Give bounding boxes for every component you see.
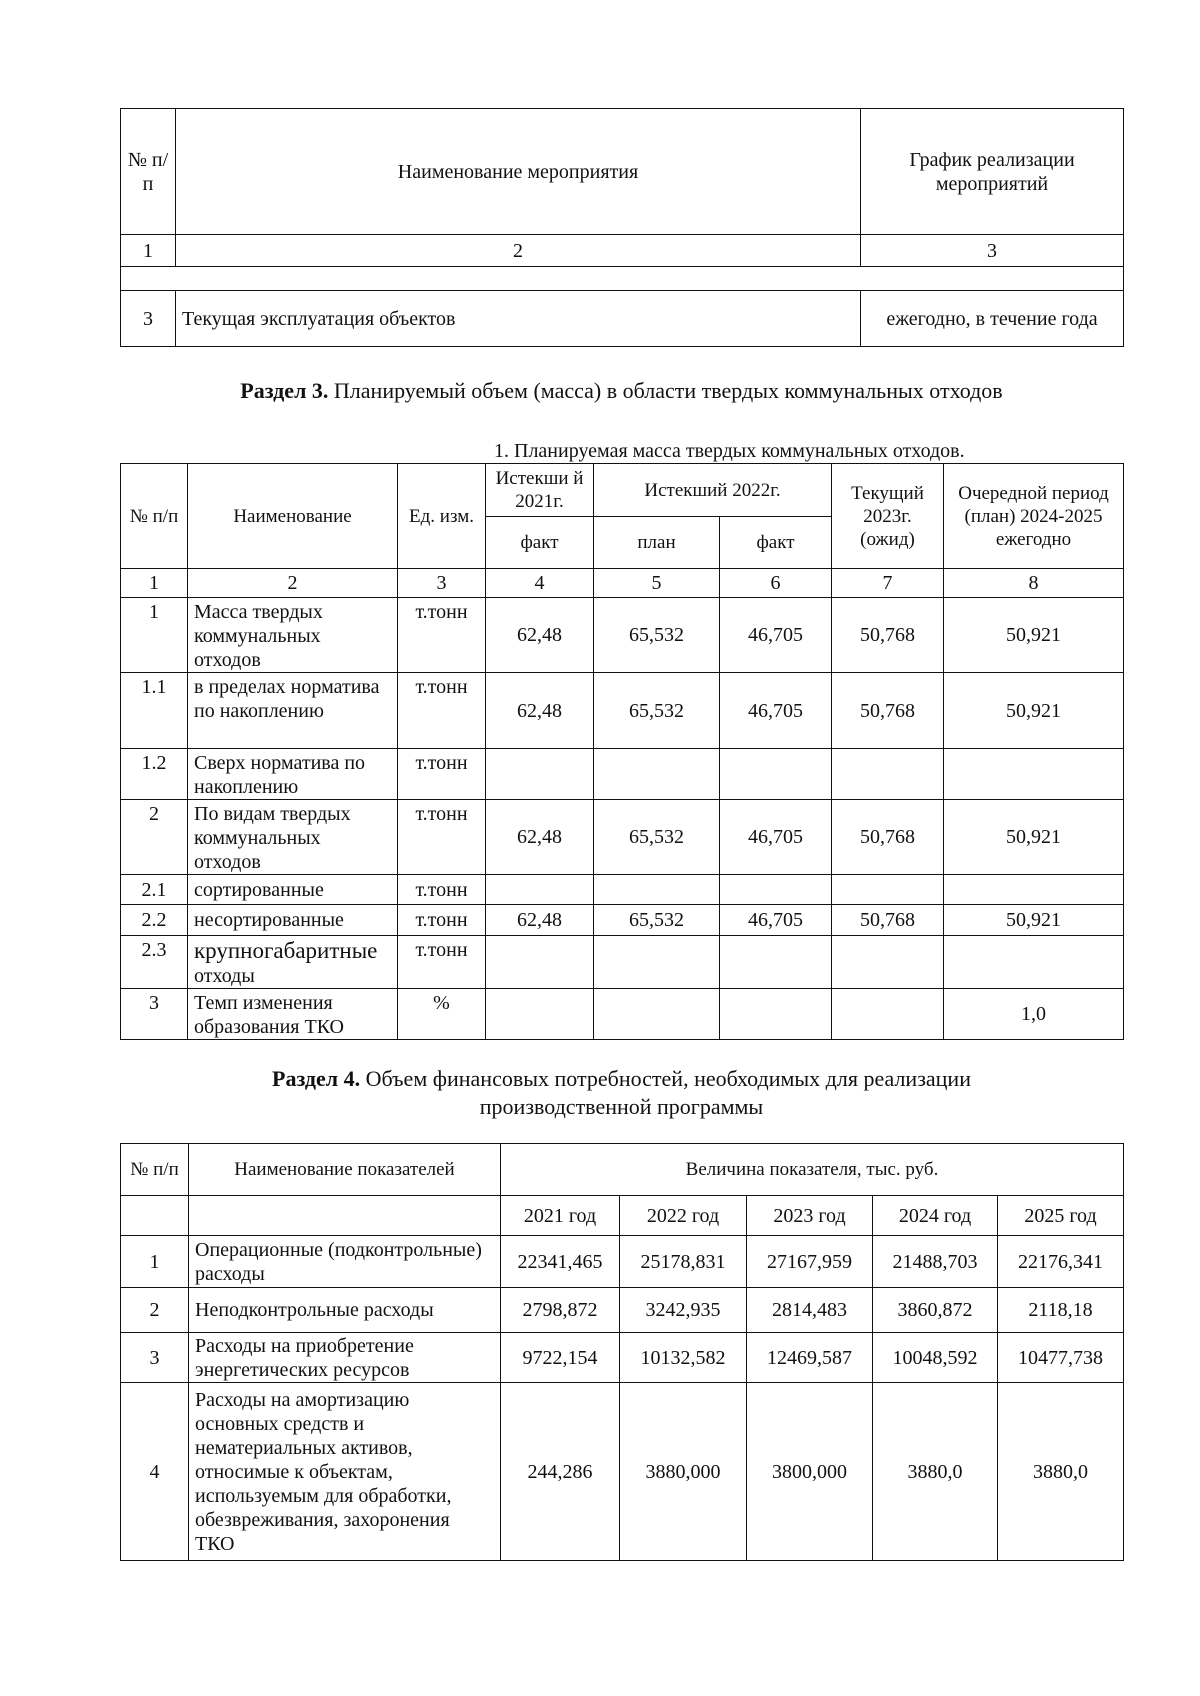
table-row [121, 1236, 1124, 1288]
header-indicator-value: Величина показателя, тыс. руб. [501, 1144, 1124, 1196]
header-2023: Текущий 2023г. (ожид) [832, 464, 944, 569]
cell-plan-2022 [594, 749, 720, 800]
row-name: несортированные [188, 905, 398, 936]
cell-fact-2022: 46,705 [720, 673, 832, 749]
table-row [121, 291, 1124, 347]
row-name: в пределах норматива по накоплению [188, 673, 398, 749]
cell-value: 22341,465 [501, 1236, 620, 1288]
table-row [121, 989, 1124, 1040]
cell-value: 3880,0 [998, 1383, 1124, 1561]
row-name: По видам твердых коммунальных отходов [188, 800, 398, 875]
header-2022: Истекший 2022г. [594, 464, 832, 517]
cell-plan-2022: 65,532 [594, 905, 720, 936]
cell-value: 244,286 [501, 1383, 620, 1561]
header-plan-2022: план [594, 517, 720, 569]
table-row [121, 1383, 1124, 1561]
table-row [121, 1333, 1124, 1383]
row-unit: т.тонн [398, 598, 486, 673]
cell-next: 1,0 [944, 989, 1124, 1040]
cell-fact-2022 [720, 875, 832, 905]
cell-fact-2022: 46,705 [720, 905, 832, 936]
section-3-title: Планируемый объем (масса) в области твердых коммунальных отходов [333, 378, 1003, 403]
index-cell: 5 [594, 569, 720, 598]
header-year: 2023 год [747, 1196, 873, 1236]
row-num: 1.2 [121, 749, 188, 800]
cell-2021 [486, 936, 594, 989]
header-fact-2021: факт [486, 517, 594, 569]
row-num: 2 [121, 1288, 189, 1333]
cell-2021: 62,48 [486, 598, 594, 673]
row-unit: т.тонн [398, 673, 486, 749]
row-name: Масса твердых коммунальных отходов [188, 598, 398, 673]
row-num: 2 [121, 800, 188, 875]
table-row [121, 875, 1124, 905]
cell-2023: 50,768 [832, 673, 944, 749]
index-cell: 3 [398, 569, 486, 598]
cell-fact-2022: 46,705 [720, 800, 832, 875]
section-3-label: Раздел 3. [240, 378, 329, 403]
index-cell: 8 [944, 569, 1124, 598]
cell-value: 22176,341 [998, 1236, 1124, 1288]
cell-value: 2798,872 [501, 1288, 620, 1333]
row-num: 1.1 [121, 673, 188, 749]
row-unit: т.тонн [398, 936, 486, 989]
section-4-heading [120, 1065, 1123, 1121]
row-name: Темп изменения образования ТКО [188, 989, 398, 1040]
row-indicator-name: Расходы на приобретение энергетических ресурсов [189, 1333, 501, 1383]
cell-next [944, 749, 1124, 800]
row-num: 2.1 [121, 875, 188, 905]
cell-value: 3880,000 [620, 1383, 747, 1561]
row-unit: т.тонн [398, 875, 486, 905]
cell-value: 10048,592 [873, 1333, 998, 1383]
header-year: 2021 год [501, 1196, 620, 1236]
row-indicator-name: Операционные (подконтрольные) расходы [189, 1236, 501, 1288]
row-indicator-name: Неподконтрольные расходы [189, 1288, 501, 1333]
row-name-large: крупногабаритные [194, 938, 378, 963]
section-4-title-line-1: Объем финансовых потребностей, необходимых для реализации [365, 1066, 971, 1091]
cell-plan-2022: 65,532 [594, 673, 720, 749]
row-unit: % [398, 989, 486, 1040]
empty-cell [189, 1196, 501, 1236]
row-num: 2.3 [121, 936, 188, 989]
empty-cell [121, 1196, 189, 1236]
cell-value: 3242,935 [620, 1288, 747, 1333]
section-4-label: Раздел 4. [272, 1066, 361, 1091]
cell-2023: 50,768 [832, 905, 944, 936]
table-row [121, 673, 1124, 749]
row-num: 4 [121, 1383, 189, 1561]
table-row [121, 800, 1124, 875]
cell-value: 10132,582 [620, 1333, 747, 1383]
cell-fact-2022 [720, 936, 832, 989]
activities-table [120, 108, 1124, 347]
cell-value: 3800,000 [747, 1383, 873, 1561]
cell-next: 50,921 [944, 598, 1124, 673]
cell-value: 3860,872 [873, 1288, 998, 1333]
table-row [121, 905, 1124, 936]
cell-2021 [486, 749, 594, 800]
cell-2023: 50,768 [832, 800, 944, 875]
waste-mass-table [120, 463, 1124, 1040]
row-indicator-name: Расходы на амортизацию основных средств и нематериальных активов, относимые к объектам, используемым для обработки, обезвреживания, захоронения ТКО [189, 1383, 501, 1561]
section-3-heading [120, 377, 1123, 405]
header-year: 2022 год [620, 1196, 747, 1236]
index-cell: 4 [486, 569, 594, 598]
header-num: № п/п [121, 464, 188, 569]
header-name: Наименование [188, 464, 398, 569]
cell-value: 3880,0 [873, 1383, 998, 1561]
table-row [121, 936, 1124, 989]
index-cell: 2 [176, 235, 861, 267]
cell-value: 21488,703 [873, 1236, 998, 1288]
header-year: 2025 год [998, 1196, 1124, 1236]
cell-value: 9722,154 [501, 1333, 620, 1383]
empty-row [121, 267, 1124, 291]
cell-2021 [486, 875, 594, 905]
header-fact-2022: факт [720, 517, 832, 569]
cell-fact-2022 [720, 749, 832, 800]
section-4-title-line-2: производственной программы [479, 1094, 764, 1119]
row-unit: т.тонн [398, 749, 486, 800]
cell-value: 2814,483 [747, 1288, 873, 1333]
table-row [121, 1288, 1124, 1333]
cell-2021: 62,48 [486, 905, 594, 936]
row-unit: т.тонн [398, 905, 486, 936]
cell-2023: 50,768 [832, 598, 944, 673]
header-activity-name: Наименование мероприятия [176, 109, 861, 235]
row-schedule: ежегодно, в течение года [861, 291, 1124, 347]
cell-plan-2022: 65,532 [594, 598, 720, 673]
row-name [188, 936, 398, 989]
header-year: 2024 год [873, 1196, 998, 1236]
cell-plan-2022 [594, 875, 720, 905]
cell-2023 [832, 989, 944, 1040]
cell-next [944, 875, 1124, 905]
row-name-small: отходы [194, 965, 255, 987]
row-num: 1 [121, 598, 188, 673]
table-row [121, 749, 1124, 800]
row-name: Сверх норматива по накоплению [188, 749, 398, 800]
cell-value: 25178,831 [620, 1236, 747, 1288]
cell-2023 [832, 749, 944, 800]
section-4-line-1 [120, 1065, 1123, 1093]
index-cell: 6 [720, 569, 832, 598]
row-activity-name: Текущая эксплуатация объектов [176, 291, 861, 347]
cell-2023 [832, 875, 944, 905]
header-unit: Ед. изм. [398, 464, 486, 569]
cell-value: 27167,959 [747, 1236, 873, 1288]
index-cell: 7 [832, 569, 944, 598]
index-cell: 3 [861, 235, 1124, 267]
cell-next: 50,921 [944, 673, 1124, 749]
cell-next: 50,921 [944, 800, 1124, 875]
cell-next [944, 936, 1124, 989]
cell-value: 2118,18 [998, 1288, 1124, 1333]
index-cell: 1 [121, 235, 176, 267]
cell-plan-2022 [594, 989, 720, 1040]
cell-2021: 62,48 [486, 800, 594, 875]
table-row [121, 598, 1124, 673]
cell-plan-2022: 65,532 [594, 800, 720, 875]
row-num: 3 [121, 1333, 189, 1383]
cell-2021: 62,48 [486, 673, 594, 749]
cell-2023 [832, 936, 944, 989]
index-cell: 1 [121, 569, 188, 598]
header-2021: Истекши й 2021г. [486, 464, 594, 517]
header-next-period: Очередной период (план) 2024-2025 ежегодно [944, 464, 1124, 569]
row-num: 3 [121, 291, 176, 347]
cell-next: 50,921 [944, 905, 1124, 936]
header-num: № п/п [121, 1144, 189, 1196]
cell-fact-2022: 46,705 [720, 598, 832, 673]
row-name: сортированные [188, 875, 398, 905]
cell-plan-2022 [594, 936, 720, 989]
cell-fact-2022 [720, 989, 832, 1040]
cell-2021 [486, 989, 594, 1040]
index-cell: 2 [188, 569, 398, 598]
table-2-caption: 1. Планируемая масса твердых коммунальных отходов. [494, 440, 965, 462]
row-num: 1 [121, 1236, 189, 1288]
row-num: 2.2 [121, 905, 188, 936]
row-num: 3 [121, 989, 188, 1040]
cell-value: 12469,587 [747, 1333, 873, 1383]
header-indicator-name: Наименование показателей [189, 1144, 501, 1196]
financial-needs-table [120, 1143, 1124, 1561]
header-num: № п/п [121, 109, 176, 235]
header-schedule: График реализации мероприятий [861, 109, 1124, 235]
cell-value: 10477,738 [998, 1333, 1124, 1383]
row-unit: т.тонн [398, 800, 486, 875]
